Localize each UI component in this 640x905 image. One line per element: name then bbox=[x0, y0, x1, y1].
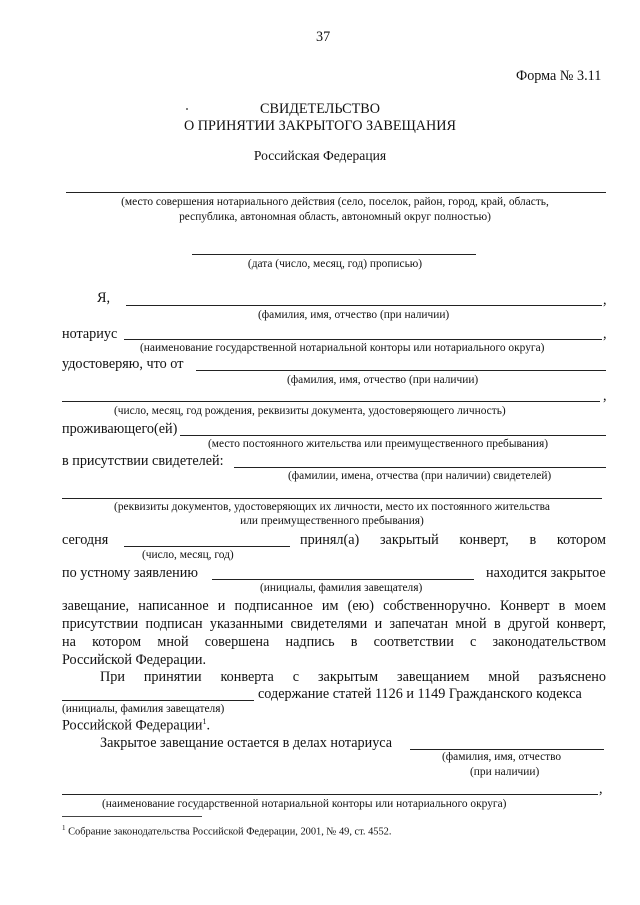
residence-hint: (место постоянного жительства или преимущественного пребывания) bbox=[208, 438, 549, 450]
testator-fio-field-line bbox=[196, 370, 606, 371]
date-hint: (дата (число, месяц, год) прописью) bbox=[247, 258, 423, 270]
fio-hint: (фамилия, имя, отчество (при наличии) bbox=[258, 309, 450, 321]
today-date-field-line bbox=[124, 546, 290, 547]
footnote-mark: 1 bbox=[62, 824, 66, 832]
today-label: сегодня bbox=[62, 532, 109, 548]
explain-line-3-text: Российской Федерации bbox=[62, 717, 203, 734]
body-line-1: завещание, написанное и подписанное им (ею) собственноручно. Конверт в моем bbox=[62, 598, 606, 614]
date-field-line bbox=[192, 254, 476, 255]
remains-text: Закрытое завещание остается в делах нотариуса bbox=[100, 735, 393, 751]
testator-initials-field-line-2 bbox=[62, 700, 254, 701]
notary-label: нотариус bbox=[62, 326, 118, 342]
office-field-line-2 bbox=[62, 794, 598, 795]
notary-name-field-line bbox=[410, 749, 604, 750]
body-line-2: присутствии подписан указанными свидетелями и запечатан мной в другой конверт, bbox=[62, 616, 606, 632]
notary-fio-field-line bbox=[126, 305, 602, 306]
country-name: Российская Федерация bbox=[253, 148, 387, 163]
final-comma: , bbox=[599, 781, 603, 797]
explain-line-3 bbox=[62, 717, 210, 735]
footnote-text: Собрание законодательства Российской Федерации, 2001, № 49, ст. 4552. bbox=[68, 826, 392, 838]
place-hint-line2: республика, автономная область, автономный округ полностью) bbox=[179, 211, 491, 223]
body-line-3: на котором мной совершена надпись в соответствии с законодательством bbox=[62, 634, 606, 650]
explain-line-1: При принятии конверта с закрытым завещанием мной разъяснено bbox=[100, 669, 606, 685]
accepted-envelope-text: принял(а) закрытый конверт, в котором bbox=[300, 532, 606, 548]
document-title-line2: О ПРИНЯТИИ ЗАКРЫТОГО ЗАВЕЩАНИЯ bbox=[183, 118, 457, 134]
is-closed-text: находится закрытое bbox=[486, 565, 606, 581]
explain-line-2: содержание статей 1126 и 1149 Гражданского кодекса bbox=[258, 686, 582, 702]
residing-label: проживающего(ей) bbox=[62, 421, 178, 437]
comma-1: , bbox=[603, 292, 607, 308]
fio-hint-2: (фамилия, имя, отчество (при наличии) bbox=[287, 374, 479, 386]
office-hint: (наименование государственной нотариальной конторы или нотариального округа) bbox=[140, 342, 545, 354]
witness-docs-field-line bbox=[62, 498, 602, 499]
testator-initials-field-line bbox=[212, 579, 474, 580]
body-line-4: Российской Федерации. bbox=[62, 652, 207, 668]
notary-fio-hint-line1: (фамилия, имя, отчество bbox=[442, 751, 562, 763]
footnote-reference[interactable]: 1 bbox=[202, 717, 207, 726]
oral-statement-label: по устному заявлению bbox=[62, 565, 198, 581]
document-title-line1: СВИДЕТЕЛЬСТВО bbox=[260, 101, 380, 117]
birth-field-line bbox=[62, 401, 600, 402]
place-hint-line1: (место совершения нотариального действия (село, поселок, район, город, край, область, bbox=[121, 196, 549, 208]
witness-docs-hint-line2: или преимущественного пребывания) bbox=[240, 515, 424, 527]
witnesses-field-line bbox=[234, 467, 606, 468]
page-number: 37 bbox=[316, 29, 331, 45]
birth-hint: (число, месяц, год рождения, реквизиты документа, удостоверяющего личность) bbox=[114, 405, 506, 417]
date-hint-short: (число, месяц, год) bbox=[142, 549, 234, 561]
certify-label: удостоверяю, что от bbox=[62, 356, 184, 372]
witness-docs-hint-line1: (реквизиты документов, удостоверяющих их личности, место их постоянного жительства bbox=[114, 501, 550, 513]
comma-2: , bbox=[603, 326, 607, 342]
initials-hint-2: (инициалы, фамилия завещателя) bbox=[62, 703, 225, 715]
footnote-separator bbox=[62, 816, 202, 817]
comma-3: , bbox=[603, 388, 607, 404]
ya-label: Я, bbox=[97, 290, 111, 306]
place-field-line bbox=[66, 192, 606, 193]
form-number: Форма № 3.11 bbox=[516, 68, 602, 84]
notary-fio-hint-line2: (при наличии) bbox=[470, 766, 540, 778]
office-hint-2: (наименование государственной нотариальной конторы или нотариального округа) bbox=[102, 798, 507, 810]
office-field-line bbox=[124, 339, 602, 340]
witnesses-hint: (фамилии, имена, отчества (при наличии) свидетелей) bbox=[288, 470, 552, 482]
witnesses-label: в присутствии свидетелей: bbox=[62, 453, 224, 469]
explain-line-3-end: . bbox=[206, 717, 211, 734]
residence-field-line bbox=[180, 435, 606, 436]
footnote bbox=[62, 824, 391, 837]
initials-hint: (инициалы, фамилия завещателя) bbox=[260, 582, 423, 594]
